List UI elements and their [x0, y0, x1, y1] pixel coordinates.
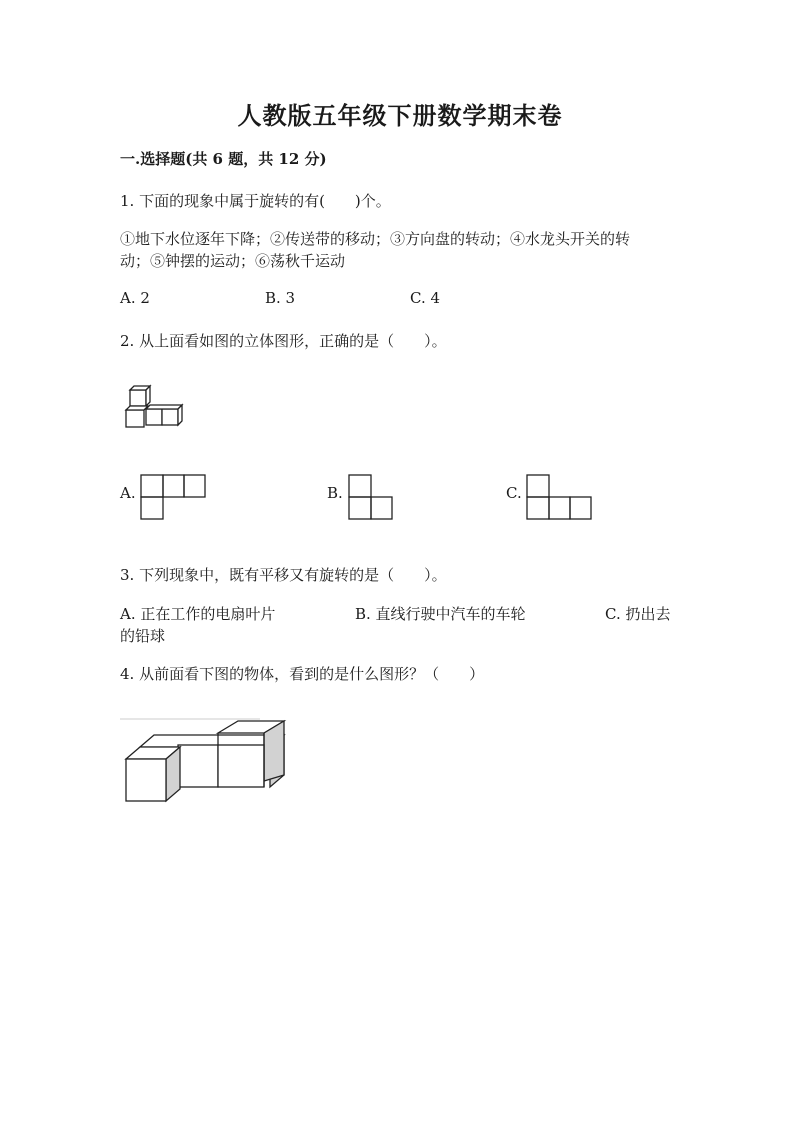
question-4-solid-figure [120, 715, 295, 810]
question-2-option-a-figure[interactable] [140, 474, 210, 522]
question-1-detail-line-2: 动；⑤钟摆的运动；⑥荡秋千运动 [120, 252, 346, 270]
question-1-option-c[interactable]: C. 4 [410, 289, 441, 307]
question-3-option-c-continued: 的铅球 [120, 627, 166, 645]
question-4-stem: 4. 从前面看下图的物体，看到的是什么图形？（ ） [120, 665, 485, 683]
question-2-solid-figure [120, 382, 190, 432]
question-1-option-a[interactable]: A. 2 [120, 289, 150, 307]
question-2-option-c[interactable]: C. [506, 484, 522, 502]
question-1-option-b[interactable]: B. 3 [265, 289, 296, 307]
question-1-detail-line-1: ①地下水位逐年下降；②传送带的移动；③方向盘的转动；④水龙头开关的转 [120, 230, 631, 248]
question-2-option-a[interactable]: A. [120, 484, 136, 502]
question-3-stem: 3. 下列现象中，既有平移又有旋转的是（ ）。 [120, 566, 447, 584]
section-heading: 一.选择题(共 6 题，共 12 分) [120, 150, 327, 168]
question-2-option-b[interactable]: B. [327, 484, 343, 502]
question-2-stem: 2. 从上面看如图的立体图形，正确的是（ ）。 [120, 332, 447, 350]
question-1-stem: 1. 下面的现象中属于旋转的有( )个。 [120, 192, 391, 210]
page-title: 人教版五年级下册数学期末卷 [237, 101, 563, 130]
question-3-option-b[interactable]: B. 直线行驶中汽车的车轮 [355, 605, 526, 623]
question-2-option-b-figure[interactable] [348, 474, 396, 522]
question-3-option-c[interactable]: C. 扔出去 [605, 605, 671, 623]
question-2-option-c-figure[interactable] [526, 474, 596, 522]
question-3-option-a[interactable]: A. 正在工作的电扇叶片 [120, 605, 276, 623]
